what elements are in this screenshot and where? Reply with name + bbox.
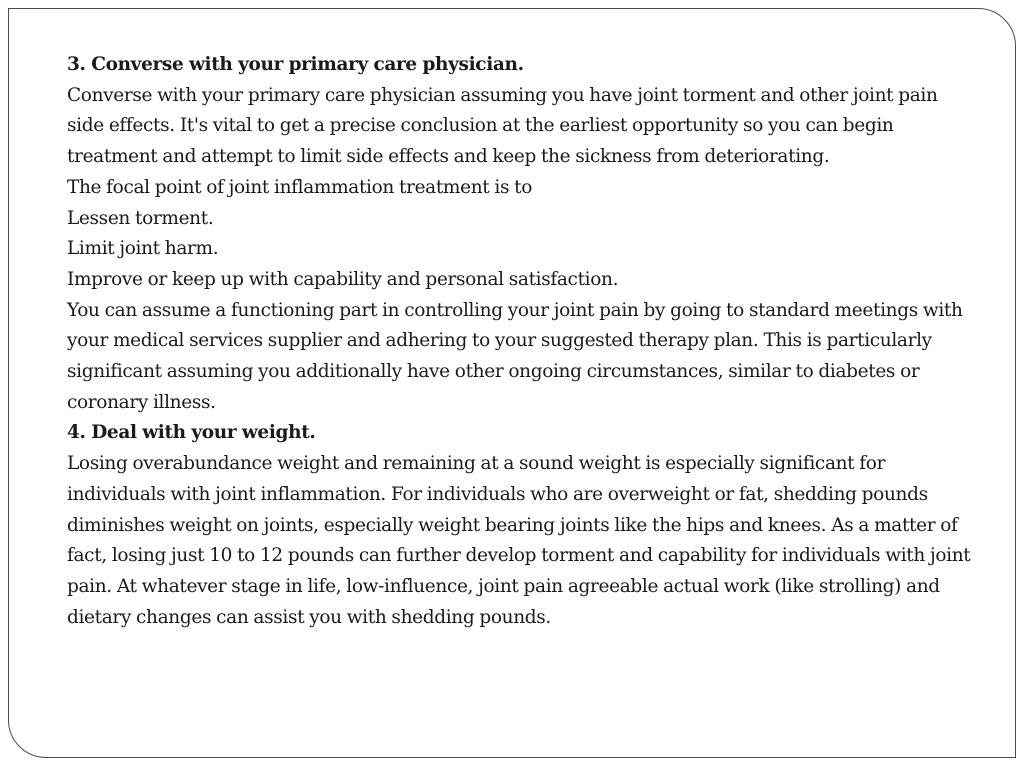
section-heading-4: 4. Deal with your weight. <box>67 422 316 444</box>
treatment-goal-item: Limit joint harm. <box>67 238 219 260</box>
section-heading-3: 3. Converse with your primary care physician. <box>67 54 524 75</box>
paragraph-consult-physician: Converse with your primary care physician assuming you have joint torment and other joint pain side effects. It's vital to get a precise conclusion at the earliest opportunity so you can begin treatment and attempt to limit side effects and keep the sickness from deteriorating. <box>67 84 938 168</box>
treatment-goal-item: Improve or keep up with capability and personal satisfaction. <box>67 268 619 290</box>
paragraph-treatment-focus: The focal point of joint inflammation treatment is to <box>67 176 533 198</box>
slide-content <box>67 50 972 633</box>
paragraph-active-role: You can assume a functioning part in controlling your joint pain by going to standard meetings with your medical services supplier and adhering to your suggested therapy plan. This is particularly significant assuming you additionally have other ongoing circumstances, similar to diabetes or coronary illness. <box>67 299 963 413</box>
paragraph-weight-management: Losing overabundance weight and remaining at a sound weight is especially significant for individuals with joint inflammation. For individuals who are overweight or fat, shedding pounds diminishes weight on joints, especially weight bearing joints like the hips and knees. As a matter of fact, losing just 10 to 12 pounds can further develop torment and capability for individuals with joint pain. At whatever stage in life, low-influence, joint pain agreeable actual work (like strolling) and dietary changes can assist you with shedding pounds. <box>67 453 971 628</box>
treatment-goal-item: Lessen torment. <box>67 207 214 229</box>
